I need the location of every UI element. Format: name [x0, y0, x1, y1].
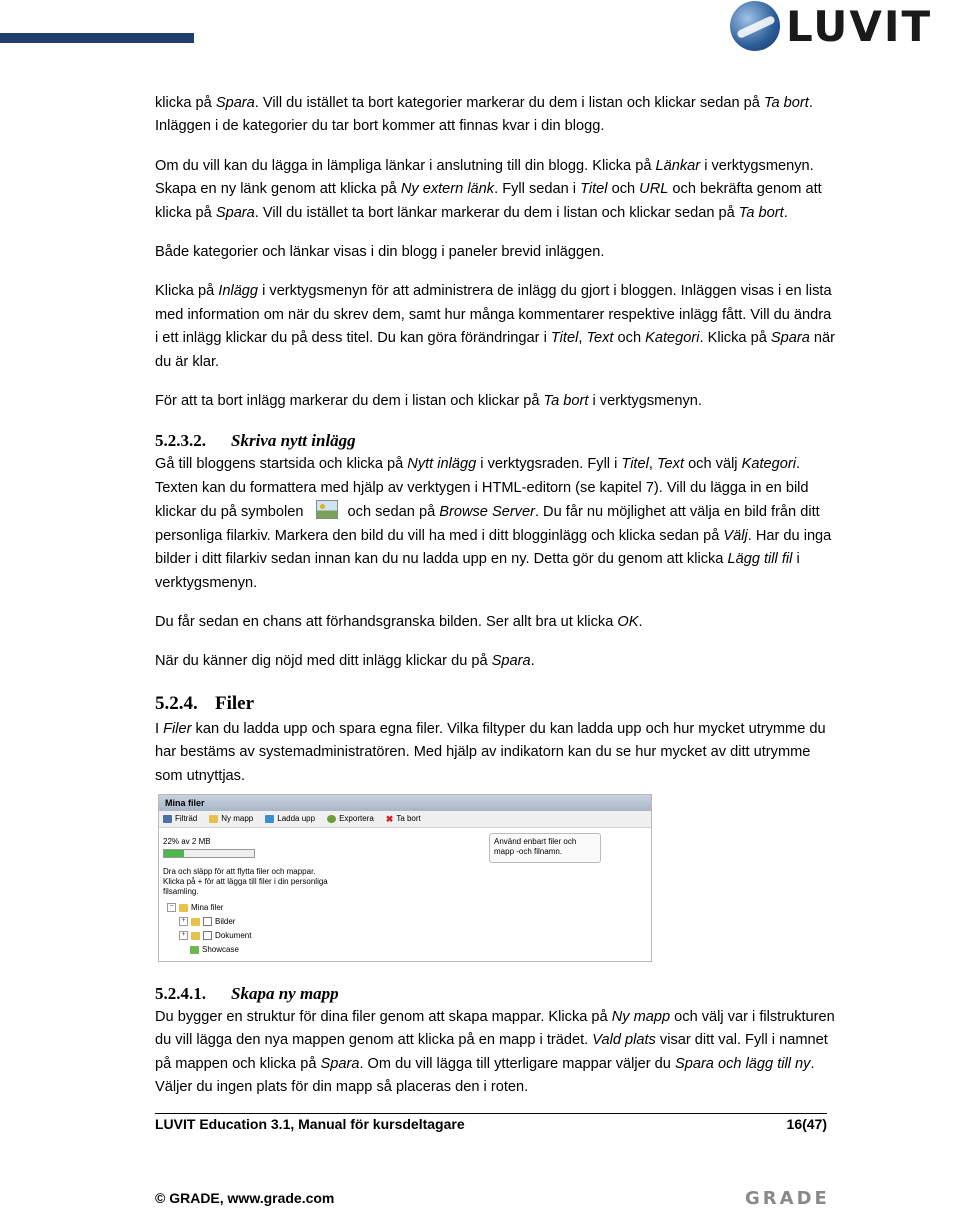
- usage-bar: [163, 849, 255, 858]
- file-tree: [167, 901, 251, 957]
- italic-term: Ta bort: [763, 95, 809, 111]
- italic-term: OK: [617, 613, 639, 630]
- folder-icon: [191, 918, 200, 926]
- italic-term: Vald plats: [592, 1032, 656, 1049]
- italic-term: Titel: [580, 181, 608, 198]
- tree-node-bilder[interactable]: + Bilder: [167, 915, 251, 929]
- folder-icon: [209, 815, 218, 823]
- folder-icon: [191, 932, 200, 940]
- paragraph: [155, 453, 835, 594]
- text-run: . Du får nu möjlighet att välja en bild från ditt personliga filarkiv. Markera den bild du vill ha med i ditt blogginlägg och klicka sedan på: [155, 504, 820, 544]
- italic-term: Ny mapp: [611, 1008, 671, 1025]
- page-footer: [155, 1116, 827, 1132]
- paragraph: [155, 611, 835, 634]
- copyright: © GRADE, www.grade.com: [155, 1190, 335, 1206]
- italic-term: Text: [656, 456, 685, 473]
- checkbox[interactable]: [203, 917, 212, 926]
- checkbox[interactable]: [203, 931, 212, 940]
- italic-term: Ta bort: [738, 204, 784, 221]
- italic-term: Ny extern länk: [400, 181, 495, 198]
- drag-hint: Dra och släpp för att flytta filer och mappar. Klicka på + för att lägga till filer i din personliga filsamling.: [163, 866, 328, 896]
- globe-icon: [730, 1, 780, 51]
- filter-tree-button[interactable]: Filträd: [163, 814, 197, 824]
- text-run: i verktygsmenyn.: [588, 393, 702, 410]
- expand-icon[interactable]: +: [179, 917, 188, 926]
- section-heading-524: 5.2.4. Filer: [155, 692, 255, 714]
- expand-icon[interactable]: +: [179, 931, 188, 940]
- section-heading-5232: 5.2.3.2. Skriva nytt inlägg: [155, 431, 356, 451]
- italic-term: Kategori: [741, 456, 796, 473]
- italic-term: URL: [639, 181, 669, 198]
- export-button[interactable]: Exportera: [327, 814, 374, 824]
- text-run: ,: [648, 456, 657, 473]
- grade-logo: GRADE: [745, 1188, 830, 1209]
- delete-icon: ✖: [385, 813, 394, 824]
- text-run: För att ta bort inlägg markerar du dem i listan och klickar på: [155, 393, 544, 410]
- text-run: Om du vill kan du lägga in lämpliga länkar i anslutning till din blogg. Klicka på: [155, 157, 656, 174]
- italic-term: Titel: [621, 456, 649, 473]
- text-run: I: [155, 720, 164, 737]
- section-heading-5241: 5.2.4.1. Skapa ny mapp: [155, 983, 339, 1003]
- text-run: och: [607, 181, 640, 198]
- files-screenshot: [158, 794, 652, 962]
- text-run: i verktygsraden. Fyll i: [476, 456, 622, 473]
- text-run: . Vill du istället ta bort länkar markerar du dem i listan och klickar sedan på: [254, 204, 739, 221]
- italic-term: Text: [586, 330, 614, 347]
- text-run: visar ditt val. Fyll i namnet på mappen och klicka på: [155, 1032, 828, 1072]
- italic-term: Ta bort: [543, 393, 589, 410]
- delete-button[interactable]: ✖ Ta bort: [385, 813, 421, 824]
- text-run: och: [613, 330, 646, 347]
- text-run: klicka på: [155, 95, 216, 111]
- logo-text: LUVIT: [786, 1, 933, 51]
- text-run: och bekräfta genom att klicka på: [155, 181, 822, 221]
- italic-term: Spara: [215, 204, 255, 221]
- text-run: i verktygsmenyn. Skapa en ny länk genom att klicka på: [155, 157, 814, 198]
- tree-node-root[interactable]: − Mina filer: [167, 901, 251, 915]
- text-run: i verktygsmenyn.: [155, 551, 800, 591]
- new-folder-button[interactable]: Ny mapp: [209, 814, 253, 824]
- text-run: Både kategorier och länkar visas i din blogg i paneler brevid inläggen.: [155, 244, 605, 261]
- footer-title: LUVIT Education 3.1, Manual för kursdeltagare: [155, 1116, 465, 1132]
- text-run: .: [638, 613, 643, 630]
- text-run: . Texten kan du formattera med hjälp av verktygen i HTML-editorn (se kapitel 7). Vill du lägga in en bild klickar du på symbolen: [155, 456, 809, 521]
- italic-term: Browse Server: [439, 504, 535, 521]
- storage-usage: [163, 837, 256, 858]
- export-icon: [327, 815, 336, 823]
- italic-term: Välj: [723, 527, 748, 544]
- page-number: 16(47): [786, 1116, 827, 1132]
- italic-term: Nytt inlägg: [407, 456, 477, 473]
- italic-term: Filer: [163, 720, 192, 737]
- folder-icon: [190, 946, 199, 954]
- filename-tip: Använd enbart filer och mapp -och filnamn.: [489, 833, 601, 863]
- text-run: när du är klar.: [155, 330, 835, 370]
- italic-term: Spara och lägg till ny: [674, 1055, 811, 1072]
- collapse-icon[interactable]: −: [167, 903, 176, 912]
- text-run: . Om du vill lägga till ytterligare mappar väljer du: [359, 1055, 675, 1072]
- paragraph: [155, 1006, 835, 1100]
- luvit-logo: [730, 0, 960, 52]
- text-run: . Vill du istället ta bort kategorier markerar du dem i listan och klickar sedan på: [254, 95, 764, 111]
- text-run: .: [530, 653, 535, 670]
- upload-button[interactable]: Ladda upp: [265, 814, 315, 824]
- text-run: . Fyll sedan i: [494, 181, 581, 198]
- paragraph: [155, 650, 835, 673]
- panel-title: Mina filer: [159, 795, 651, 811]
- paragraph: [155, 390, 835, 413]
- filter-icon: [163, 815, 172, 823]
- paragraph: [155, 155, 835, 225]
- italic-term: Kategori: [645, 330, 700, 347]
- files-toolbar: [159, 811, 651, 828]
- tree-node-dokument[interactable]: + Dokument: [167, 929, 251, 943]
- upload-icon: [265, 815, 274, 823]
- header-bar: [0, 33, 194, 43]
- text-run: och sedan på: [343, 504, 440, 521]
- paragraph: [155, 92, 835, 139]
- paragraph: [155, 280, 835, 374]
- italic-term: Lägg till fil: [727, 551, 793, 568]
- italic-term: Spara: [320, 1055, 360, 1072]
- italic-term: Spara: [491, 653, 531, 670]
- text-run: ,: [578, 330, 587, 347]
- image-icon: [316, 500, 338, 519]
- text-run: . Har du inga bilder i ditt filarkiv sedan innan kan du nu ladda upp en ny. Detta gör du genom att klicka: [155, 527, 832, 568]
- document-body: [155, 92, 835, 1116]
- text-run: Du får sedan en chans att förhandsgranska bilden. Ser allt bra ut klicka: [155, 613, 618, 630]
- text-run: . Klicka på: [699, 330, 771, 347]
- paragraph: [155, 718, 835, 788]
- text-run: . Väljer du ingen plats för din mapp så placeras den i roten.: [155, 1055, 815, 1096]
- text-run: Klicka på: [155, 283, 219, 300]
- tree-node-showcase[interactable]: Showcase: [167, 943, 251, 957]
- paragraph: [155, 241, 835, 264]
- italic-term: Inlägg: [218, 283, 259, 300]
- text-run: i verktygsmenyn för att administrera de inlägg du gjort i bloggen. Inläggen visas i en lista med information om när du skrev dem, samt hur många kommentarer respektive inlägg fått. Vill du ändra i ett inlägg klickar du på dess titel. Du kan göra förändringar i: [155, 283, 832, 347]
- text-run: kan du ladda upp och spara egna filer. Vilka filtyper du kan ladda upp och hur mycket utrymme du har bestäms av systemadministratören. Med hjälp av indikatorn kan du se hur mycket av ditt utrymme som utnyttjas.: [155, 720, 826, 784]
- text-run: .: [783, 204, 788, 221]
- footer-rule: [155, 1113, 827, 1114]
- folder-icon: [179, 904, 188, 912]
- italic-term: Spara: [215, 95, 255, 111]
- italic-term: Länkar: [655, 157, 701, 174]
- text-run: Du bygger en struktur för dina filer genom att skapa mappar. Klicka på: [155, 1008, 612, 1025]
- text-run: och välj var i filstrukturen du vill lägga den nya mappen genom att klicka på en mapp i trädet.: [155, 1008, 835, 1049]
- text-run: . Inläggen i de kategorier du tar bort kommer att finnas kvar i din blogg.: [155, 95, 813, 135]
- text-run: och välj: [684, 456, 742, 473]
- usage-bar-fill: [164, 850, 184, 857]
- usage-label: 22% av 2 MB: [163, 836, 211, 846]
- text-run: Gå till bloggens startsida och klicka på: [155, 456, 408, 473]
- italic-term: Spara: [770, 330, 810, 347]
- text-run: När du känner dig nöjd med ditt inlägg klickar du på: [155, 653, 492, 670]
- italic-term: Titel: [550, 330, 579, 347]
